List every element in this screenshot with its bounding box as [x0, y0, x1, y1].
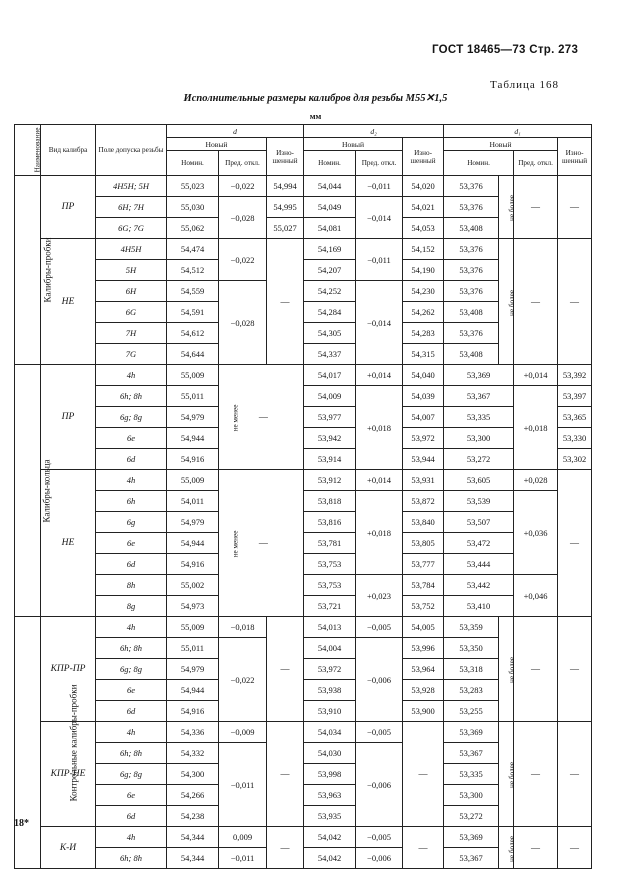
d1-worn: — — [558, 617, 592, 722]
page-footer: 18* — [14, 818, 29, 829]
d-nom: 54,916 — [167, 449, 219, 470]
d-dev: −0,028 — [219, 281, 267, 365]
d2-worn-header: Изно-шенный — [403, 138, 444, 176]
d2-nom: 53,816 — [304, 512, 356, 533]
tolerance-cell: 6e — [96, 428, 167, 449]
d1-nom: 53,369 — [444, 722, 499, 743]
d1-dev: — — [514, 722, 558, 827]
d1-dev: +0,036 — [514, 491, 558, 575]
d2-nom: 54,169 — [304, 239, 356, 260]
table-row — [15, 554, 592, 575]
tolerance-cell: 6g; 8g — [96, 407, 167, 428]
d-nom: 55,011 — [167, 386, 219, 407]
d2-worn: 53,928 — [403, 680, 444, 701]
d-dev-header: Пред. откл. — [219, 151, 267, 176]
d1-nom: 53,408 — [444, 344, 499, 365]
group-koltsa: Калибры-кольца — [15, 365, 41, 617]
tolerance-cell: 6h; 8h — [96, 848, 167, 869]
d2-nom: 53,972 — [304, 659, 356, 680]
d2-worn: 54,262 — [403, 302, 444, 323]
d-nom: 54,612 — [167, 323, 219, 344]
table-row — [15, 722, 592, 743]
d1-nom: 53,376 — [444, 197, 499, 218]
d-nom: 55,023 — [167, 176, 219, 197]
d-dev: −0,022 — [219, 239, 267, 281]
d1-nom: 53,539 — [444, 491, 514, 512]
d1-worn: 53,397 — [558, 386, 592, 407]
d-nom: 54,300 — [167, 764, 219, 785]
d-worn: — — [267, 827, 304, 869]
d2-nom: 54,207 — [304, 260, 356, 281]
kind-pr: ПР — [41, 365, 96, 470]
d-nom: 55,009 — [167, 617, 219, 638]
d-nom-header: Номин. — [167, 151, 219, 176]
d1-nom: 53,367 — [444, 386, 514, 407]
d2-worn: 53,777 — [403, 554, 444, 575]
d2-worn: — — [403, 722, 444, 827]
d-worn: — — [267, 722, 304, 827]
tolerance-cell: 6e — [96, 680, 167, 701]
d-nom: 55,009 — [167, 470, 219, 491]
table-row — [15, 365, 592, 386]
d1-worn: — — [558, 239, 592, 365]
col-name-header: Наименование — [15, 125, 41, 176]
d1-limit-mark: не более — [499, 176, 514, 239]
d-nom: 54,979 — [167, 407, 219, 428]
table-row — [15, 575, 592, 596]
d2-nom: 54,009 — [304, 386, 356, 407]
d1-dev: — — [514, 827, 558, 869]
d2-worn: 54,020 — [403, 176, 444, 197]
d-nom: 54,332 — [167, 743, 219, 764]
d1-nom: 53,283 — [444, 680, 499, 701]
table-row — [15, 449, 592, 470]
kind-kpr-pr: КПР-ПР — [41, 617, 96, 722]
d-worn: 54,995 — [267, 197, 304, 218]
tolerance-cell: 6g; 8g — [96, 659, 167, 680]
d2-dev: +0,018 — [356, 386, 403, 470]
d2-dev: −0,006 — [356, 638, 403, 722]
d-nom: 54,512 — [167, 260, 219, 281]
d1-dev: +0,046 — [514, 575, 558, 617]
tolerance-cell: 6d — [96, 701, 167, 722]
d1-nom: 53,376 — [444, 281, 499, 302]
tolerance-cell: 5H — [96, 260, 167, 281]
tolerance-cell: 8h — [96, 575, 167, 596]
tolerance-cell: 4H5H; 5H — [96, 176, 167, 197]
tolerance-cell: 6h — [96, 491, 167, 512]
d2-dev: −0,011 — [356, 176, 403, 197]
d-nom: 55,011 — [167, 638, 219, 659]
table-row — [15, 407, 592, 428]
col-d2-header: d₂ — [304, 125, 444, 138]
d2-nom: 53,942 — [304, 428, 356, 449]
d1-nom: 53,300 — [444, 428, 514, 449]
d2-dev: +0,014 — [356, 470, 403, 491]
tolerance-cell: 6e — [96, 533, 167, 554]
d1-worn: 53,392 — [558, 365, 592, 386]
d1-nom: 53,410 — [444, 596, 514, 617]
d2-nom: 53,935 — [304, 806, 356, 827]
d2-worn: 53,805 — [403, 533, 444, 554]
d2-nom-header: Номин. — [304, 151, 356, 176]
tolerance-cell: 6e — [96, 785, 167, 806]
d1-nom: 53,318 — [444, 659, 499, 680]
tolerance-cell: 4h — [96, 365, 167, 386]
table-row — [15, 512, 592, 533]
table-row — [15, 239, 592, 260]
d1-worn-header: Изно-шенный — [558, 138, 592, 176]
d-dev: −0,022 — [219, 638, 267, 722]
d1-nom: 53,408 — [444, 302, 499, 323]
d2-worn: 54,190 — [403, 260, 444, 281]
d-dev: −0,011 — [219, 848, 267, 869]
tolerance-cell: 4h — [96, 827, 167, 848]
d2-nom: 54,049 — [304, 197, 356, 218]
d1-worn: 53,365 — [558, 407, 592, 428]
d2-worn: 53,972 — [403, 428, 444, 449]
d-nom: 54,266 — [167, 785, 219, 806]
d-nom: 54,591 — [167, 302, 219, 323]
tolerance-cell: 6H — [96, 281, 167, 302]
d1-dev: — — [514, 176, 558, 239]
d1-worn: — — [558, 470, 592, 617]
d1-dev-header: Пред. откл. — [514, 151, 558, 176]
col-tolerance-header: Поле допуска резьбы — [96, 125, 167, 176]
tolerance-cell: 6d — [96, 449, 167, 470]
d2-nom: 53,938 — [304, 680, 356, 701]
d2-nom: 53,721 — [304, 596, 356, 617]
d-worn: — — [267, 617, 304, 722]
d1-limit-mark: не более — [499, 617, 514, 722]
tolerance-cell: 6h; 8h — [96, 743, 167, 764]
tolerance-cell: 6G — [96, 302, 167, 323]
unit-label: мм — [309, 111, 322, 121]
gauge-dimensions-table — [14, 124, 592, 869]
d2-nom: 54,252 — [304, 281, 356, 302]
table-title: Исполнительные размеры калибров для резьбы М55✕1,5 — [183, 93, 448, 104]
d2-nom: 54,042 — [304, 827, 356, 848]
d1-worn: — — [558, 827, 592, 869]
d2-worn: 54,283 — [403, 323, 444, 344]
d1-nom: 53,335 — [444, 407, 514, 428]
d2-worn: — — [403, 827, 444, 869]
d1-nom: 53,255 — [444, 701, 499, 722]
table-row — [15, 827, 592, 848]
d-worn: 55,027 — [267, 218, 304, 239]
d-nom: 55,062 — [167, 218, 219, 239]
d-dev-merged: не менее — — [219, 365, 304, 470]
d1-nom: 53,605 — [444, 470, 514, 491]
col-d1-header: d₁ — [444, 125, 592, 138]
d-nom: 54,944 — [167, 680, 219, 701]
d2-worn: 54,230 — [403, 281, 444, 302]
tolerance-cell: 6h; 8h — [96, 638, 167, 659]
d1-worn: — — [558, 722, 592, 827]
d2-nom: 54,034 — [304, 722, 356, 743]
d-nom: 54,238 — [167, 806, 219, 827]
table-row — [15, 491, 592, 512]
kind-ne: НЕ — [41, 470, 96, 617]
table-row — [15, 617, 592, 638]
d-dev: −0,022 — [219, 176, 267, 197]
d-dev: −0,009 — [219, 722, 267, 743]
d2-dev: +0,023 — [356, 575, 403, 617]
d-nom: 54,973 — [167, 596, 219, 617]
d2-dev: −0,005 — [356, 827, 403, 848]
d2-nom: 53,977 — [304, 407, 356, 428]
kind-ne: НЕ — [41, 239, 96, 365]
d2-nom: 54,305 — [304, 323, 356, 344]
d2-dev: +0,014 — [356, 365, 403, 386]
d1-worn: 53,302 — [558, 449, 592, 470]
d1-nom: 53,472 — [444, 533, 514, 554]
d1-nom: 53,335 — [444, 764, 499, 785]
d2-nom: 53,914 — [304, 449, 356, 470]
d-nom: 54,344 — [167, 848, 219, 869]
d2-worn: 54,152 — [403, 239, 444, 260]
d-nom: 54,979 — [167, 659, 219, 680]
d-dev: −0,028 — [219, 197, 267, 239]
d-nom: 55,002 — [167, 575, 219, 596]
d2-dev: −0,006 — [356, 743, 403, 827]
d2-worn: 53,752 — [403, 596, 444, 617]
d1-new-header: Новый — [444, 138, 558, 151]
d-nom: 54,944 — [167, 428, 219, 449]
d2-dev: −0,006 — [356, 848, 403, 869]
d2-nom: 53,912 — [304, 470, 356, 491]
tolerance-cell: 6d — [96, 806, 167, 827]
d-nom: 54,559 — [167, 281, 219, 302]
d1-limit-mark: не более — [499, 827, 514, 869]
d-nom: 54,336 — [167, 722, 219, 743]
d1-nom: 53,369 — [444, 827, 499, 848]
table-number: Таблица 168 — [490, 79, 560, 91]
d-nom: 54,644 — [167, 344, 219, 365]
d2-worn: 53,872 — [403, 491, 444, 512]
d2-dev: −0,011 — [356, 239, 403, 281]
d-nom: 55,009 — [167, 365, 219, 386]
d-dev: −0,011 — [219, 743, 267, 827]
d2-nom: 54,044 — [304, 176, 356, 197]
kind-kpr-ne: КПР-НЕ — [41, 722, 96, 827]
d-nom: 54,916 — [167, 554, 219, 575]
d2-nom: 53,818 — [304, 491, 356, 512]
tolerance-cell: 6h; 8h — [96, 386, 167, 407]
d1-nom: 53,369 — [444, 365, 514, 386]
d1-dev: +0,018 — [514, 386, 558, 470]
tolerance-cell: 6d — [96, 554, 167, 575]
d2-nom: 53,753 — [304, 554, 356, 575]
d-worn: — — [267, 239, 304, 365]
d1-nom: 53,376 — [444, 176, 499, 197]
kind-pr: ПР — [41, 176, 96, 239]
col-d-header: d — [167, 125, 304, 138]
d-new-header: Новый — [167, 138, 267, 151]
group-kontr: Контрольные калибры-пробки — [15, 617, 41, 869]
d1-worn: 53,330 — [558, 428, 592, 449]
d1-nom: 53,376 — [444, 239, 499, 260]
d2-worn: 54,040 — [403, 365, 444, 386]
tolerance-cell: 4h — [96, 617, 167, 638]
group-probki: Калибры-пробки — [15, 176, 41, 365]
table-row — [15, 428, 592, 449]
d-dev-merged: не менее — — [219, 470, 304, 617]
d2-worn: 54,315 — [403, 344, 444, 365]
d2-nom: 54,004 — [304, 638, 356, 659]
tolerance-cell: 8g — [96, 596, 167, 617]
d2-worn: 53,931 — [403, 470, 444, 491]
table-row — [15, 470, 592, 491]
d-dev: 0,009 — [219, 827, 267, 848]
tolerance-cell: 4h — [96, 722, 167, 743]
d1-dev: — — [514, 239, 558, 365]
d-nom: 54,011 — [167, 491, 219, 512]
d2-nom: 53,753 — [304, 575, 356, 596]
d2-worn: 54,021 — [403, 197, 444, 218]
d2-dev: −0,014 — [356, 197, 403, 239]
d2-worn: 53,840 — [403, 512, 444, 533]
d2-worn: 53,784 — [403, 575, 444, 596]
d2-worn: 54,053 — [403, 218, 444, 239]
d-nom: 54,979 — [167, 512, 219, 533]
d2-nom: 53,781 — [304, 533, 356, 554]
tolerance-cell: 7G — [96, 344, 167, 365]
d2-dev: −0,005 — [356, 722, 403, 743]
tolerance-cell: 6g; 8g — [96, 764, 167, 785]
table-row — [15, 596, 592, 617]
d2-nom: 54,081 — [304, 218, 356, 239]
d2-dev: +0,018 — [356, 491, 403, 575]
d1-nom: 53,272 — [444, 449, 514, 470]
d-dev: −0,018 — [219, 617, 267, 638]
d2-nom: 54,042 — [304, 848, 356, 869]
d2-new-header: Новый — [304, 138, 403, 151]
d2-nom: 54,284 — [304, 302, 356, 323]
d2-worn: 53,900 — [403, 701, 444, 722]
tolerance-cell: 4H5H — [96, 239, 167, 260]
d-nom: 54,944 — [167, 533, 219, 554]
d2-nom: 54,030 — [304, 743, 356, 764]
d-worn: 54,994 — [267, 176, 304, 197]
d2-nom: 54,017 — [304, 365, 356, 386]
d1-dev: +0,014 — [514, 365, 558, 386]
d2-dev-header: Пред. откл. — [356, 151, 403, 176]
d-worn-header: Изно-шенный — [267, 138, 304, 176]
d1-dev: +0,028 — [514, 470, 558, 491]
d1-nom: 53,272 — [444, 806, 499, 827]
tolerance-cell: 4h — [96, 470, 167, 491]
d1-dev: — — [514, 617, 558, 722]
d1-nom: 53,507 — [444, 512, 514, 533]
d2-dev: −0,005 — [356, 617, 403, 638]
tolerance-cell: 7H — [96, 323, 167, 344]
d1-worn: — — [558, 176, 592, 239]
table-row — [15, 176, 592, 197]
d1-nom: 53,376 — [444, 260, 499, 281]
d1-nom: 53,350 — [444, 638, 499, 659]
d1-limit-mark: не более — [499, 722, 514, 827]
tolerance-cell: 6H; 7H — [96, 197, 167, 218]
table-row — [15, 533, 592, 554]
tolerance-cell: 6g — [96, 512, 167, 533]
d1-nom: 53,367 — [444, 743, 499, 764]
d2-worn: 54,005 — [403, 617, 444, 638]
d1-nom: 53,444 — [444, 554, 514, 575]
table-row — [15, 386, 592, 407]
d1-nom: 53,442 — [444, 575, 514, 596]
d2-worn: 53,964 — [403, 659, 444, 680]
d2-worn: 53,996 — [403, 638, 444, 659]
d2-nom: 53,998 — [304, 764, 356, 785]
d2-nom: 53,963 — [304, 785, 356, 806]
d1-nom: 53,408 — [444, 218, 499, 239]
col-kind-header: Вид калибра — [41, 125, 96, 176]
d-nom: 54,474 — [167, 239, 219, 260]
d1-nom: 53,300 — [444, 785, 499, 806]
kind-k-i: К-И — [41, 827, 96, 869]
d2-worn: 53,944 — [403, 449, 444, 470]
d2-dev: −0,014 — [356, 281, 403, 365]
tolerance-cell: 6G; 7G — [96, 218, 167, 239]
d1-limit-mark: не более — [499, 239, 514, 365]
d2-nom: 54,337 — [304, 344, 356, 365]
d-nom: 54,916 — [167, 701, 219, 722]
page-header: ГОСТ 18465—73 Стр. 273 — [432, 44, 579, 56]
d-nom: 54,344 — [167, 827, 219, 848]
d2-nom: 54,013 — [304, 617, 356, 638]
d1-nom-header: Номин. — [444, 151, 514, 176]
d1-nom: 53,359 — [444, 617, 499, 638]
d1-nom: 53,367 — [444, 848, 499, 869]
d2-worn: 54,039 — [403, 386, 444, 407]
d-nom: 55,030 — [167, 197, 219, 218]
d1-nom: 53,376 — [444, 323, 499, 344]
d2-nom: 53,910 — [304, 701, 356, 722]
d2-worn: 54,007 — [403, 407, 444, 428]
